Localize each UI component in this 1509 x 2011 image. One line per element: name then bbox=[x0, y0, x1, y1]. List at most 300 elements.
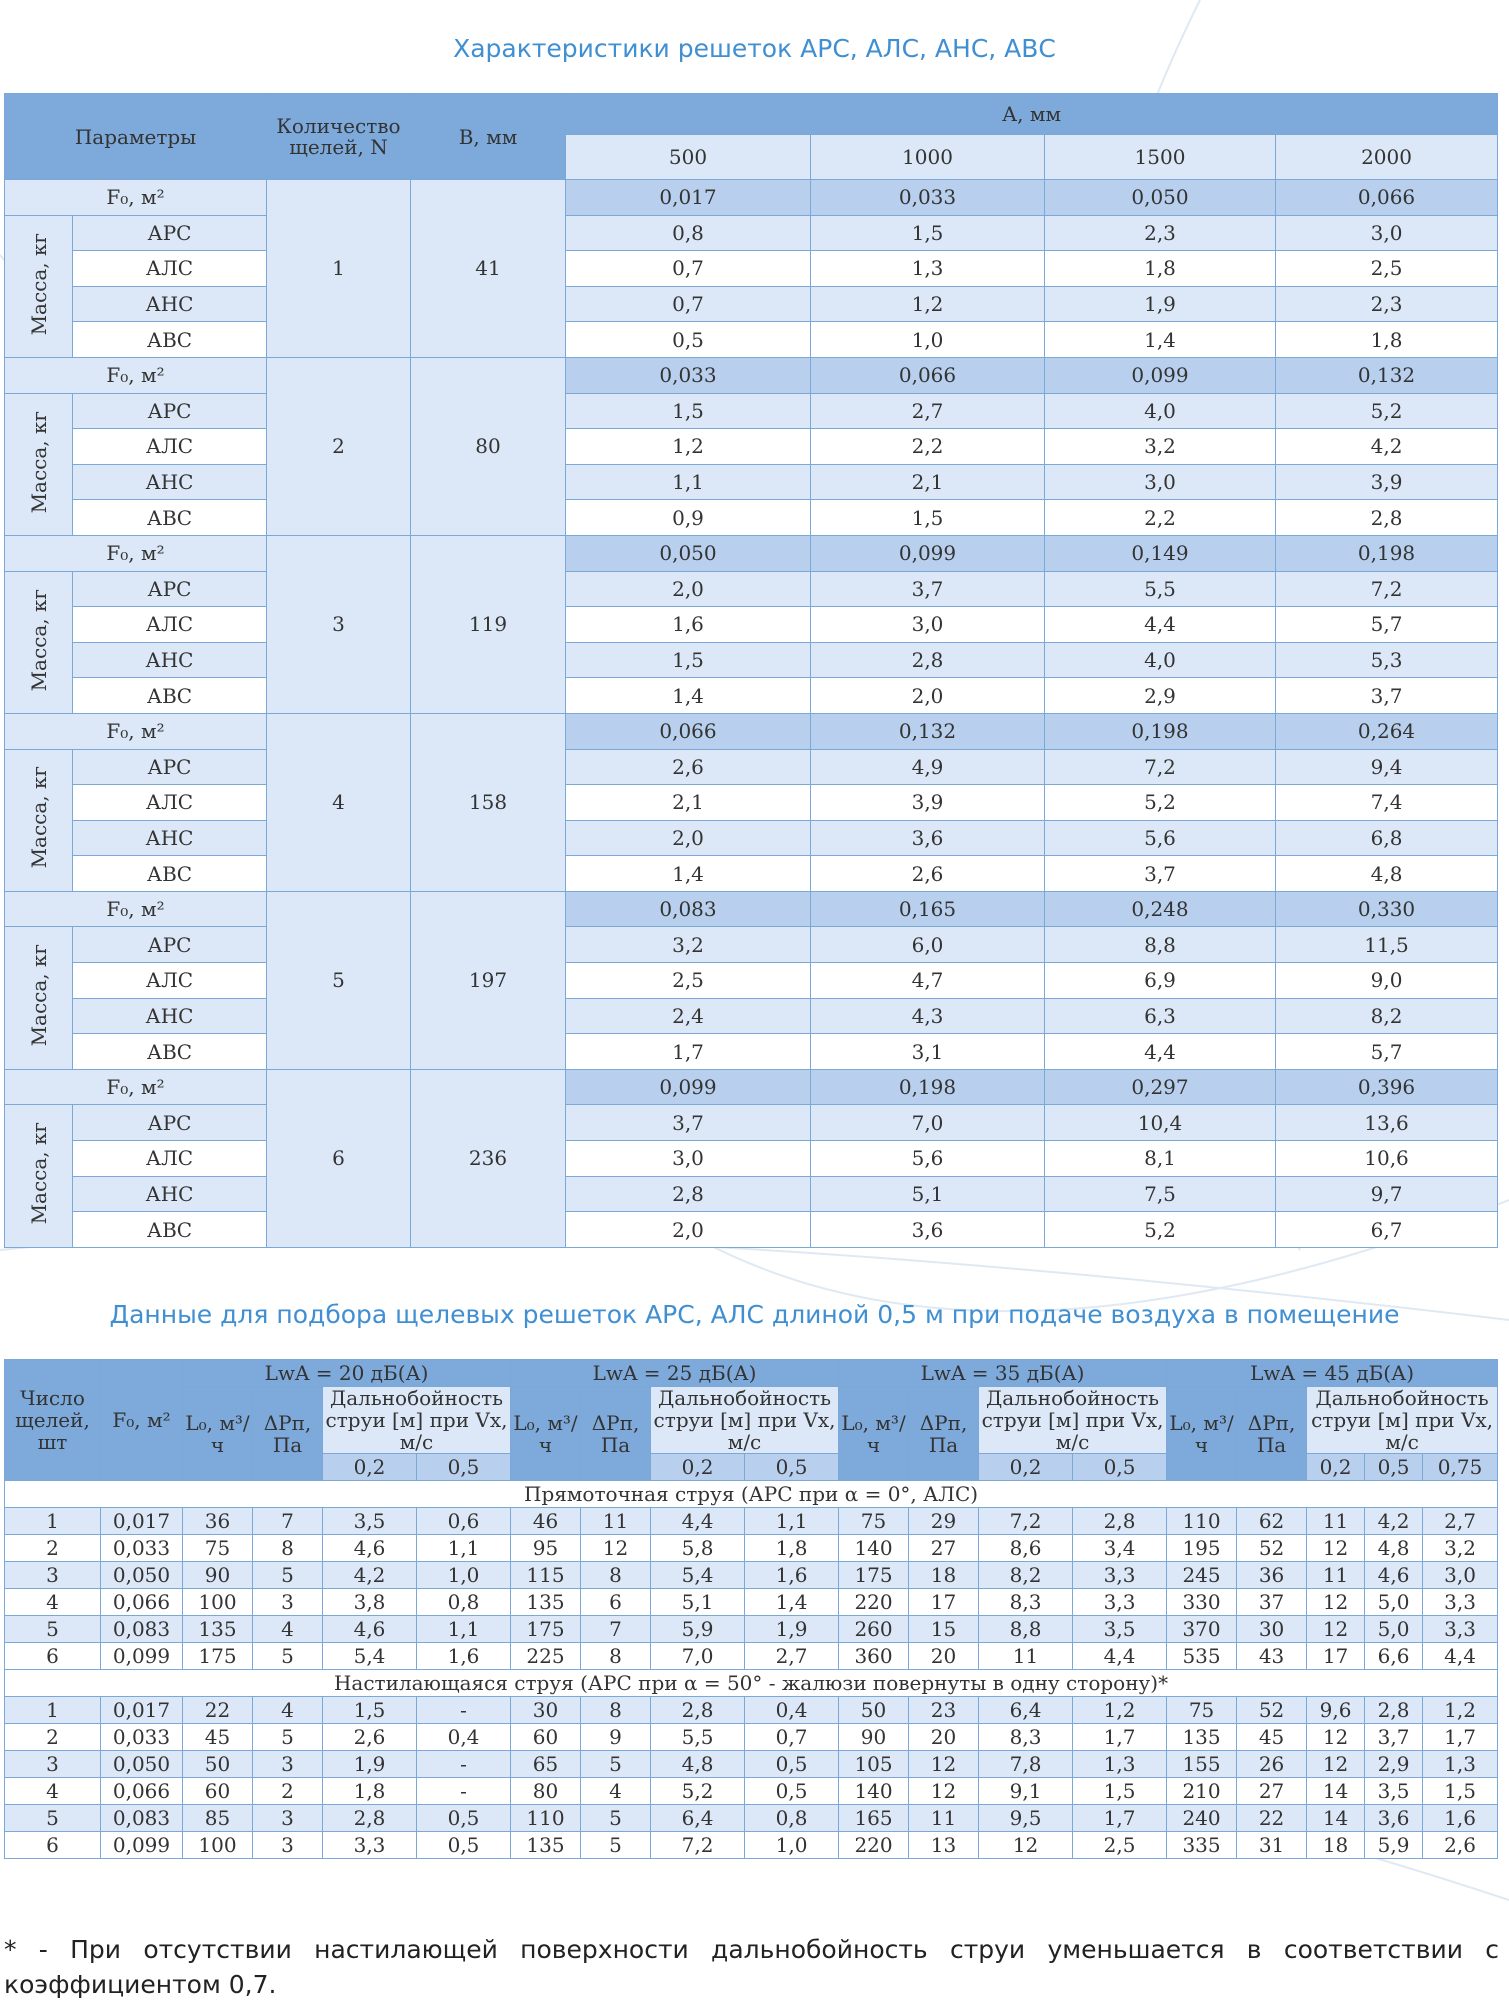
table-cell: 18 bbox=[909, 1562, 979, 1589]
mass-value: 2,6 bbox=[566, 749, 811, 785]
grille-type: АЛС bbox=[73, 785, 267, 821]
mass-value: 3,7 bbox=[1045, 856, 1276, 892]
table-cell: 22 bbox=[1237, 1805, 1307, 1832]
mass-label-cell bbox=[5, 215, 73, 357]
a-value-header: 1500 bbox=[1045, 135, 1276, 180]
table-cell: 17 bbox=[909, 1589, 979, 1616]
table-cell: 4,8 bbox=[651, 1751, 745, 1778]
table-cell: 45 bbox=[183, 1724, 253, 1751]
mass-value: 10,4 bbox=[1045, 1105, 1276, 1141]
table2-title: Данные для подбора щелевых решеток АРС, АЛС длиной 0,5 м при подаче воздуха в помещение bbox=[109, 1300, 1400, 1329]
footnote: * - При отсутствии настилающей поверхности дальнобойность струи уменьшается в соответствии с коэффициентом 0,7. bbox=[4, 1935, 1499, 1999]
v-header: 0,2 bbox=[1307, 1454, 1365, 1481]
l0-header: L₀, м³/ч bbox=[839, 1387, 909, 1481]
mass-value: 3,2 bbox=[1045, 429, 1276, 465]
table-cell: 3,3 bbox=[1423, 1616, 1498, 1643]
mass-value: 1,4 bbox=[566, 856, 811, 892]
table-cell: 110 bbox=[511, 1805, 581, 1832]
mass-row bbox=[5, 785, 1498, 821]
mass-row bbox=[5, 1105, 1498, 1141]
mass-value: 2,2 bbox=[811, 429, 1045, 465]
mass-row bbox=[5, 322, 1498, 358]
table-cell: 0,4 bbox=[745, 1697, 839, 1724]
a-value-header: 1000 bbox=[811, 135, 1045, 180]
table-cell: 155 bbox=[1167, 1751, 1237, 1778]
table-cell: 29 bbox=[909, 1508, 979, 1535]
table-cell: 27 bbox=[909, 1535, 979, 1562]
grille-characteristics-table bbox=[4, 93, 1498, 1248]
table-cell: 110 bbox=[1167, 1508, 1237, 1535]
table-cell: 0,7 bbox=[745, 1724, 839, 1751]
mass-label: Масса, кг bbox=[26, 766, 51, 869]
mass-label-cell bbox=[5, 927, 73, 1069]
mass-value: 1,2 bbox=[566, 429, 811, 465]
table-cell: 12 bbox=[581, 1535, 651, 1562]
level-header: LwA = 35 дБ(А) bbox=[839, 1360, 1167, 1387]
table-cell: 6,4 bbox=[651, 1805, 745, 1832]
mass-value: 2,1 bbox=[811, 464, 1045, 500]
table-cell: 50 bbox=[839, 1697, 909, 1724]
mass-row bbox=[5, 1034, 1498, 1070]
table-cell: 1,5 bbox=[323, 1697, 417, 1724]
mass-value: 3,2 bbox=[566, 927, 811, 963]
table-cell: 5,1 bbox=[651, 1589, 745, 1616]
mass-row bbox=[5, 642, 1498, 678]
table-cell: 4,6 bbox=[323, 1535, 417, 1562]
f-row bbox=[5, 180, 1498, 216]
mass-value: 9,0 bbox=[1276, 963, 1498, 999]
table-cell: 330 bbox=[1167, 1589, 1237, 1616]
table-row bbox=[5, 1724, 1498, 1751]
table-cell: 11 bbox=[1307, 1562, 1365, 1589]
table-cell: 135 bbox=[511, 1589, 581, 1616]
b-header: B, мм bbox=[411, 94, 566, 180]
b-value: 197 bbox=[411, 891, 566, 1069]
table-cell: 140 bbox=[839, 1778, 909, 1805]
table-cell: 12 bbox=[1307, 1616, 1365, 1643]
f-label: F₀, м² bbox=[5, 1069, 267, 1105]
grille-type: АРС bbox=[73, 927, 267, 963]
table-cell: 4,6 bbox=[1365, 1562, 1423, 1589]
table-cell: 1,1 bbox=[745, 1508, 839, 1535]
table-cell: 12 bbox=[1307, 1724, 1365, 1751]
mass-label-cell bbox=[5, 571, 73, 713]
f-label: F₀, м² bbox=[5, 535, 267, 571]
dp-header: ΔPп, Па bbox=[253, 1387, 323, 1481]
table-cell: 3 bbox=[253, 1832, 323, 1859]
table-cell: 1,6 bbox=[1423, 1805, 1498, 1832]
table-cell: 1,0 bbox=[417, 1562, 511, 1589]
table-cell: 75 bbox=[183, 1535, 253, 1562]
table-cell: - bbox=[417, 1697, 511, 1724]
table-cell: 7 bbox=[581, 1616, 651, 1643]
mass-row bbox=[5, 1176, 1498, 1212]
table-cell: 85 bbox=[183, 1805, 253, 1832]
table-cell: 0,033 bbox=[101, 1724, 183, 1751]
mass-value: 5,7 bbox=[1276, 1034, 1498, 1070]
table-cell: 5 bbox=[581, 1832, 651, 1859]
mass-value: 1,2 bbox=[811, 286, 1045, 322]
f-value: 0,017 bbox=[566, 180, 811, 216]
slot-count: 4 bbox=[267, 713, 411, 891]
table-cell: 4 bbox=[253, 1616, 323, 1643]
mass-value: 5,1 bbox=[811, 1176, 1045, 1212]
table-cell: 1,5 bbox=[1423, 1778, 1498, 1805]
grille-type: АВС bbox=[73, 856, 267, 892]
mass-value: 2,9 bbox=[1045, 678, 1276, 714]
table-row bbox=[5, 1589, 1498, 1616]
mass-row bbox=[5, 215, 1498, 251]
f-value: 0,033 bbox=[811, 180, 1045, 216]
mass-value: 9,4 bbox=[1276, 749, 1498, 785]
table-cell: 4 bbox=[253, 1697, 323, 1724]
v-header: 0,5 bbox=[1073, 1454, 1167, 1481]
table-cell: 225 bbox=[511, 1643, 581, 1670]
l0-header: L₀, м³/ч bbox=[1167, 1387, 1237, 1481]
table-cell: 5,9 bbox=[1365, 1832, 1423, 1859]
mass-value: 1,0 bbox=[811, 322, 1045, 358]
mass-value: 3,0 bbox=[1276, 215, 1498, 251]
grille-type: АЛС bbox=[73, 251, 267, 287]
a-value-header: 2000 bbox=[1276, 135, 1498, 180]
table-row bbox=[5, 1508, 1498, 1535]
table-cell: 12 bbox=[909, 1778, 979, 1805]
slot-count: 3 bbox=[267, 535, 411, 713]
f-value: 0,083 bbox=[566, 891, 811, 927]
table-cell: 0,017 bbox=[101, 1697, 183, 1724]
mass-value: 1,7 bbox=[566, 1034, 811, 1070]
mass-value: 3,9 bbox=[1276, 464, 1498, 500]
table-cell: 1,4 bbox=[745, 1589, 839, 1616]
mass-value: 6,8 bbox=[1276, 820, 1498, 856]
f-value: 0,099 bbox=[1045, 357, 1276, 393]
table-cell: 6 bbox=[5, 1832, 101, 1859]
table-cell: 3,8 bbox=[323, 1589, 417, 1616]
mass-value: 2,7 bbox=[811, 393, 1045, 429]
grille-type: АВС bbox=[73, 500, 267, 536]
mass-row bbox=[5, 251, 1498, 287]
grille-type: АЛС bbox=[73, 607, 267, 643]
mass-value: 4,7 bbox=[811, 963, 1045, 999]
table-cell: - bbox=[417, 1778, 511, 1805]
table-cell: 2 bbox=[5, 1535, 101, 1562]
mass-value: 4,4 bbox=[1045, 1034, 1276, 1070]
table-cell: 0,5 bbox=[745, 1751, 839, 1778]
table-row bbox=[5, 1535, 1498, 1562]
a-value-header: 500 bbox=[566, 135, 811, 180]
table-cell: 8,2 bbox=[979, 1562, 1073, 1589]
mass-label: Масса, кг bbox=[26, 1122, 51, 1225]
table-cell: 1,0 bbox=[745, 1832, 839, 1859]
grille-type: АЛС bbox=[73, 429, 267, 465]
mass-row bbox=[5, 678, 1498, 714]
grille-type: АВС bbox=[73, 1212, 267, 1248]
grille-type: АВС bbox=[73, 678, 267, 714]
table-cell: 2,8 bbox=[323, 1805, 417, 1832]
slot-count: 1 bbox=[267, 180, 411, 358]
mass-value: 5,2 bbox=[1045, 785, 1276, 821]
mass-value: 1,9 bbox=[1045, 286, 1276, 322]
f-value: 0,198 bbox=[1276, 535, 1498, 571]
mass-value: 6,3 bbox=[1045, 998, 1276, 1034]
level-header: LwA = 25 дБ(А) bbox=[511, 1360, 839, 1387]
table-cell: 3,5 bbox=[1073, 1616, 1167, 1643]
mass-value: 2,2 bbox=[1045, 500, 1276, 536]
f-value: 0,198 bbox=[811, 1069, 1045, 1105]
f-row bbox=[5, 535, 1498, 571]
table-cell: 60 bbox=[511, 1724, 581, 1751]
table1-title: Характеристики решеток АРС, АЛС, АНС, АВС bbox=[453, 34, 1056, 63]
table-cell: 2,7 bbox=[745, 1643, 839, 1670]
table-cell: 36 bbox=[1237, 1562, 1307, 1589]
table-cell: 3 bbox=[5, 1751, 101, 1778]
table-cell: 1,1 bbox=[417, 1616, 511, 1643]
table-cell: 3 bbox=[253, 1589, 323, 1616]
table-cell: 9,6 bbox=[1307, 1697, 1365, 1724]
grille-type: АНС bbox=[73, 464, 267, 500]
table-row bbox=[5, 1778, 1498, 1805]
table-cell: 245 bbox=[1167, 1562, 1237, 1589]
mass-row bbox=[5, 820, 1498, 856]
mass-value: 2,5 bbox=[1276, 251, 1498, 287]
mass-value: 4,2 bbox=[1276, 429, 1498, 465]
table-cell: 23 bbox=[909, 1697, 979, 1724]
grille-type: АВС bbox=[73, 1034, 267, 1070]
table-cell: 15 bbox=[909, 1616, 979, 1643]
mass-row bbox=[5, 1141, 1498, 1177]
mass-value: 11,5 bbox=[1276, 927, 1498, 963]
table-cell: 8,3 bbox=[979, 1724, 1073, 1751]
mass-row bbox=[5, 856, 1498, 892]
table-cell: 20 bbox=[909, 1724, 979, 1751]
l0-header: L₀, м³/ч bbox=[511, 1387, 581, 1481]
mass-row bbox=[5, 749, 1498, 785]
table-cell: 135 bbox=[1167, 1724, 1237, 1751]
mass-value: 7,0 bbox=[811, 1105, 1045, 1141]
mass-value: 6,0 bbox=[811, 927, 1045, 963]
grille-type: АНС bbox=[73, 642, 267, 678]
mass-value: 2,8 bbox=[811, 642, 1045, 678]
table-cell: 27 bbox=[1237, 1778, 1307, 1805]
table-cell: 7,0 bbox=[651, 1643, 745, 1670]
f-row bbox=[5, 713, 1498, 749]
table-cell: 36 bbox=[183, 1508, 253, 1535]
table-cell: 3 bbox=[253, 1805, 323, 1832]
f-value: 0,132 bbox=[1276, 357, 1498, 393]
table-cell: 1,2 bbox=[1073, 1697, 1167, 1724]
table-cell: 12 bbox=[909, 1751, 979, 1778]
table-cell: 6 bbox=[5, 1643, 101, 1670]
table-cell: 43 bbox=[1237, 1643, 1307, 1670]
table-cell: 2,8 bbox=[1073, 1508, 1167, 1535]
table-cell: 90 bbox=[183, 1562, 253, 1589]
table-cell: 175 bbox=[511, 1616, 581, 1643]
table-row bbox=[5, 1751, 1498, 1778]
f-value: 0,099 bbox=[811, 535, 1045, 571]
table-cell: 0,083 bbox=[101, 1805, 183, 1832]
table-cell: 1,3 bbox=[1423, 1751, 1498, 1778]
table-cell: 45 bbox=[1237, 1724, 1307, 1751]
f-value: 0,099 bbox=[566, 1069, 811, 1105]
slot-count: 2 bbox=[267, 357, 411, 535]
f-value: 0,165 bbox=[811, 891, 1045, 927]
table-cell: 26 bbox=[1237, 1751, 1307, 1778]
table-cell: 12 bbox=[1307, 1535, 1365, 1562]
mass-value: 3,7 bbox=[1276, 678, 1498, 714]
slot-count: 5 bbox=[267, 891, 411, 1069]
f-value: 0,149 bbox=[1045, 535, 1276, 571]
table-cell: 37 bbox=[1237, 1589, 1307, 1616]
slot-count: 6 bbox=[267, 1069, 411, 1247]
mass-label-cell bbox=[5, 393, 73, 535]
table-cell: 1,8 bbox=[323, 1778, 417, 1805]
mass-value: 1,1 bbox=[566, 464, 811, 500]
table-cell: 60 bbox=[183, 1778, 253, 1805]
mass-value: 4,9 bbox=[811, 749, 1045, 785]
table-cell: 11 bbox=[1307, 1508, 1365, 1535]
mass-value: 9,7 bbox=[1276, 1176, 1498, 1212]
table-cell: 5,0 bbox=[1365, 1616, 1423, 1643]
v-header: 0,2 bbox=[979, 1454, 1073, 1481]
mass-value: 3,0 bbox=[1045, 464, 1276, 500]
table-cell: 65 bbox=[511, 1751, 581, 1778]
grille-type: АНС bbox=[73, 820, 267, 856]
f-row bbox=[5, 357, 1498, 393]
grille-type: АРС bbox=[73, 571, 267, 607]
table-cell: 1,2 bbox=[1423, 1697, 1498, 1724]
table-cell: 4,4 bbox=[1423, 1643, 1498, 1670]
mass-value: 6,9 bbox=[1045, 963, 1276, 999]
f-label: F₀, м² bbox=[5, 891, 267, 927]
range-header: Дальнобойность струи [м] при Vx, м/с bbox=[979, 1387, 1167, 1454]
mass-value: 1,8 bbox=[1276, 322, 1498, 358]
mass-row bbox=[5, 429, 1498, 465]
mass-value: 7,2 bbox=[1045, 749, 1276, 785]
mass-value: 7,4 bbox=[1276, 785, 1498, 821]
table-cell: 1 bbox=[5, 1508, 101, 1535]
table-cell: 9,5 bbox=[979, 1805, 1073, 1832]
table-cell: 335 bbox=[1167, 1832, 1237, 1859]
table-cell: 7,2 bbox=[979, 1508, 1073, 1535]
grille-selection-table bbox=[4, 1359, 1498, 1859]
f-value: 0,050 bbox=[1045, 180, 1276, 216]
table-cell: 20 bbox=[909, 1643, 979, 1670]
table-cell: 135 bbox=[183, 1616, 253, 1643]
table-cell: 2,9 bbox=[1365, 1751, 1423, 1778]
mass-value: 2,0 bbox=[566, 571, 811, 607]
table-cell: 6,6 bbox=[1365, 1643, 1423, 1670]
table-cell: 1,7 bbox=[1073, 1805, 1167, 1832]
table-cell: 52 bbox=[1237, 1535, 1307, 1562]
table-cell: 220 bbox=[839, 1832, 909, 1859]
table-cell: 1,7 bbox=[1073, 1724, 1167, 1751]
v-header: 0,75 bbox=[1423, 1454, 1498, 1481]
mass-row bbox=[5, 464, 1498, 500]
range-header: Дальнобойность струи [м] при Vx, м/с bbox=[651, 1387, 839, 1454]
table-cell: 8 bbox=[581, 1643, 651, 1670]
table-cell: 3 bbox=[253, 1751, 323, 1778]
table-cell: 4,2 bbox=[323, 1562, 417, 1589]
table-cell: 0,4 bbox=[417, 1724, 511, 1751]
table-cell: 75 bbox=[839, 1508, 909, 1535]
mass-value: 8,8 bbox=[1045, 927, 1276, 963]
table-cell: 80 bbox=[511, 1778, 581, 1805]
table-cell: 0,6 bbox=[417, 1508, 511, 1535]
table-cell: 3 bbox=[5, 1562, 101, 1589]
mass-value: 2,3 bbox=[1276, 286, 1498, 322]
v-header: 0,5 bbox=[1365, 1454, 1423, 1481]
table-cell: 5 bbox=[581, 1751, 651, 1778]
table-cell: 0,8 bbox=[745, 1805, 839, 1832]
table-cell: 1,5 bbox=[1073, 1778, 1167, 1805]
b-value: 41 bbox=[411, 180, 566, 358]
table-cell: 1,1 bbox=[417, 1535, 511, 1562]
table-cell: 0,5 bbox=[745, 1778, 839, 1805]
table-cell: 62 bbox=[1237, 1508, 1307, 1535]
mass-row bbox=[5, 393, 1498, 429]
table-cell: 4,8 bbox=[1365, 1535, 1423, 1562]
table-cell: 195 bbox=[1167, 1535, 1237, 1562]
table-row bbox=[5, 1832, 1498, 1859]
section-label: Прямоточная струя (АРС при α = 0°, АЛС) bbox=[5, 1481, 1498, 1508]
table-cell: 4,4 bbox=[651, 1508, 745, 1535]
table-row bbox=[5, 1805, 1498, 1832]
table-cell: 30 bbox=[1237, 1616, 1307, 1643]
table-cell: 22 bbox=[183, 1697, 253, 1724]
l0-header: L₀, м³/ч bbox=[183, 1387, 253, 1481]
table-cell: 0,099 bbox=[101, 1643, 183, 1670]
table-cell: 8 bbox=[253, 1535, 323, 1562]
mass-value: 13,6 bbox=[1276, 1105, 1498, 1141]
mass-value: 0,5 bbox=[566, 322, 811, 358]
mass-value: 8,1 bbox=[1045, 1141, 1276, 1177]
f-value: 0,198 bbox=[1045, 713, 1276, 749]
mass-value: 0,7 bbox=[566, 286, 811, 322]
b-value: 80 bbox=[411, 357, 566, 535]
mass-row bbox=[5, 1212, 1498, 1248]
table-cell: 4,4 bbox=[1073, 1643, 1167, 1670]
table-cell: 0,083 bbox=[101, 1616, 183, 1643]
mass-label-cell bbox=[5, 1105, 73, 1247]
table-cell: 1,8 bbox=[745, 1535, 839, 1562]
f-label: F₀, м² bbox=[5, 180, 267, 216]
table-cell: 1,6 bbox=[417, 1643, 511, 1670]
grille-type: АВС bbox=[73, 322, 267, 358]
table-cell: 17 bbox=[1307, 1643, 1365, 1670]
table-cell: 2,8 bbox=[1365, 1697, 1423, 1724]
mass-row bbox=[5, 286, 1498, 322]
mass-label-cell bbox=[5, 749, 73, 891]
table-cell: 1,9 bbox=[323, 1751, 417, 1778]
table-cell: 4 bbox=[581, 1778, 651, 1805]
table-cell: 5,4 bbox=[323, 1643, 417, 1670]
table-cell: 1 bbox=[5, 1697, 101, 1724]
table-cell: 8,3 bbox=[979, 1589, 1073, 1616]
table-cell: 0,066 bbox=[101, 1778, 183, 1805]
table-cell: 5 bbox=[253, 1724, 323, 1751]
table1-body bbox=[5, 180, 1498, 1248]
grille-type: АНС bbox=[73, 286, 267, 322]
f-value: 0,066 bbox=[566, 713, 811, 749]
table-cell: 0,033 bbox=[101, 1535, 183, 1562]
table-cell: 46 bbox=[511, 1508, 581, 1535]
table-cell: 4 bbox=[5, 1589, 101, 1616]
mass-value: 1,5 bbox=[566, 393, 811, 429]
table-cell: 12 bbox=[979, 1832, 1073, 1859]
table-cell: 11 bbox=[909, 1805, 979, 1832]
table-cell: 220 bbox=[839, 1589, 909, 1616]
mass-row bbox=[5, 571, 1498, 607]
